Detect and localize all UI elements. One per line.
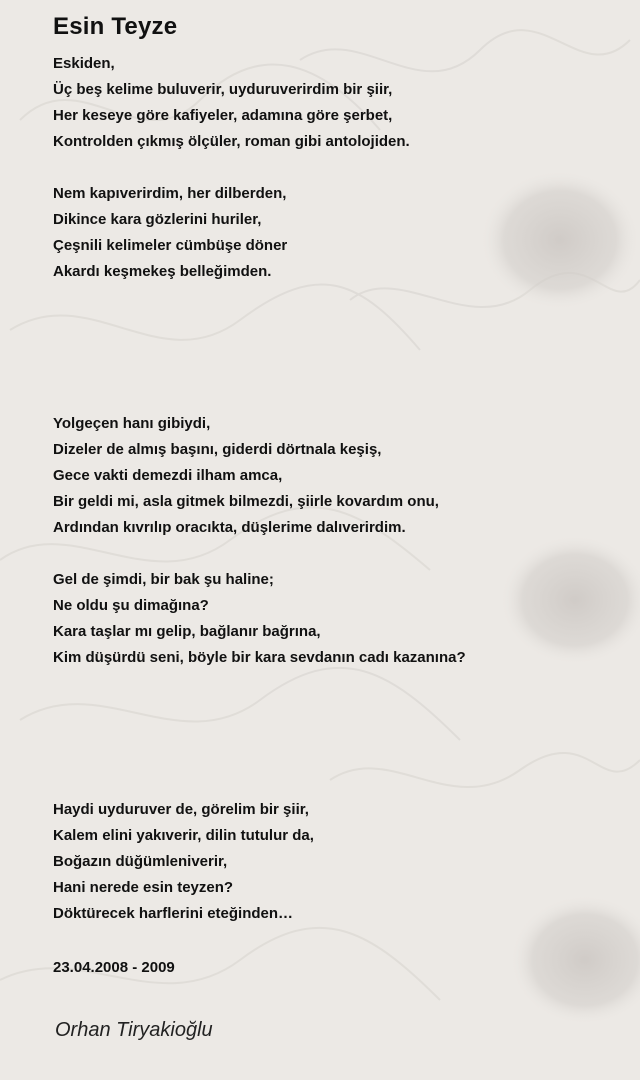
poem-line: Kontrolden çıkmış ölçüler, roman gibi antolojiden. bbox=[53, 133, 410, 150]
poem-author: Orhan Tiryakioğlu bbox=[55, 1019, 213, 1041]
poem-line: Eskiden, bbox=[53, 55, 115, 72]
poem-line: Çeşnili kelimeler cümbüşe döner bbox=[53, 237, 288, 254]
poem-line: Dikince kara gözlerini huriler, bbox=[53, 211, 262, 228]
stanza-2 bbox=[53, 181, 287, 285]
stanza-5 bbox=[53, 797, 314, 927]
stanza-4 bbox=[53, 567, 466, 671]
poem-line: Kalem elini yakıverir, dilin tutulur da, bbox=[53, 827, 314, 844]
poem-line: Üç beş kelime buluverir, uyduruverirdim bir şiir, bbox=[53, 81, 393, 98]
poem-line: Ardından kıvrılıp oracıkta, düşlerime dalıverirdim. bbox=[53, 519, 406, 536]
poem-line: Hani nerede esin teyzen? bbox=[53, 879, 234, 896]
poem-line: Haydi uyduruver de, görelim bir şiir, bbox=[53, 801, 309, 818]
poem-line: Boğazın düğümleniverir, bbox=[53, 853, 228, 870]
poem-date: 23.04.2008 - 2009 bbox=[53, 959, 175, 976]
poem-line: Nem kapıverirdim, her dilberden, bbox=[53, 185, 287, 202]
stanza-3 bbox=[53, 411, 439, 541]
poem-line: Dizeler de almış başını, giderdi dörtnala keşiş, bbox=[53, 441, 382, 458]
poem-line: Ne oldu şu dimağına? bbox=[53, 597, 209, 614]
stanza-1 bbox=[53, 51, 410, 155]
poem-line: Gel de şimdi, bir bak şu haline; bbox=[53, 571, 274, 588]
poem-line: Akardı keşmekeş belleğimden. bbox=[53, 263, 272, 280]
poem-line: Kara taşlar mı gelip, bağlanır bağrına, bbox=[53, 623, 321, 640]
poem-title: Esin Teyze bbox=[53, 13, 178, 40]
poem-line: Döktürecek harflerini eteğinden… bbox=[53, 905, 294, 922]
poem-line: Gece vakti demezdi ilham amca, bbox=[53, 467, 283, 484]
poem-line: Bir geldi mi, asla gitmek bilmezdi, şiirle kovardım onu, bbox=[53, 493, 439, 510]
poem-line: Yolgeçen hanı gibiydi, bbox=[53, 415, 211, 432]
poem-line: Kim düşürdü seni, böyle bir kara sevdanın cadı kazanına? bbox=[53, 649, 466, 666]
poem-line: Her keseye göre kafiyeler, adamına göre şerbet, bbox=[53, 107, 393, 124]
